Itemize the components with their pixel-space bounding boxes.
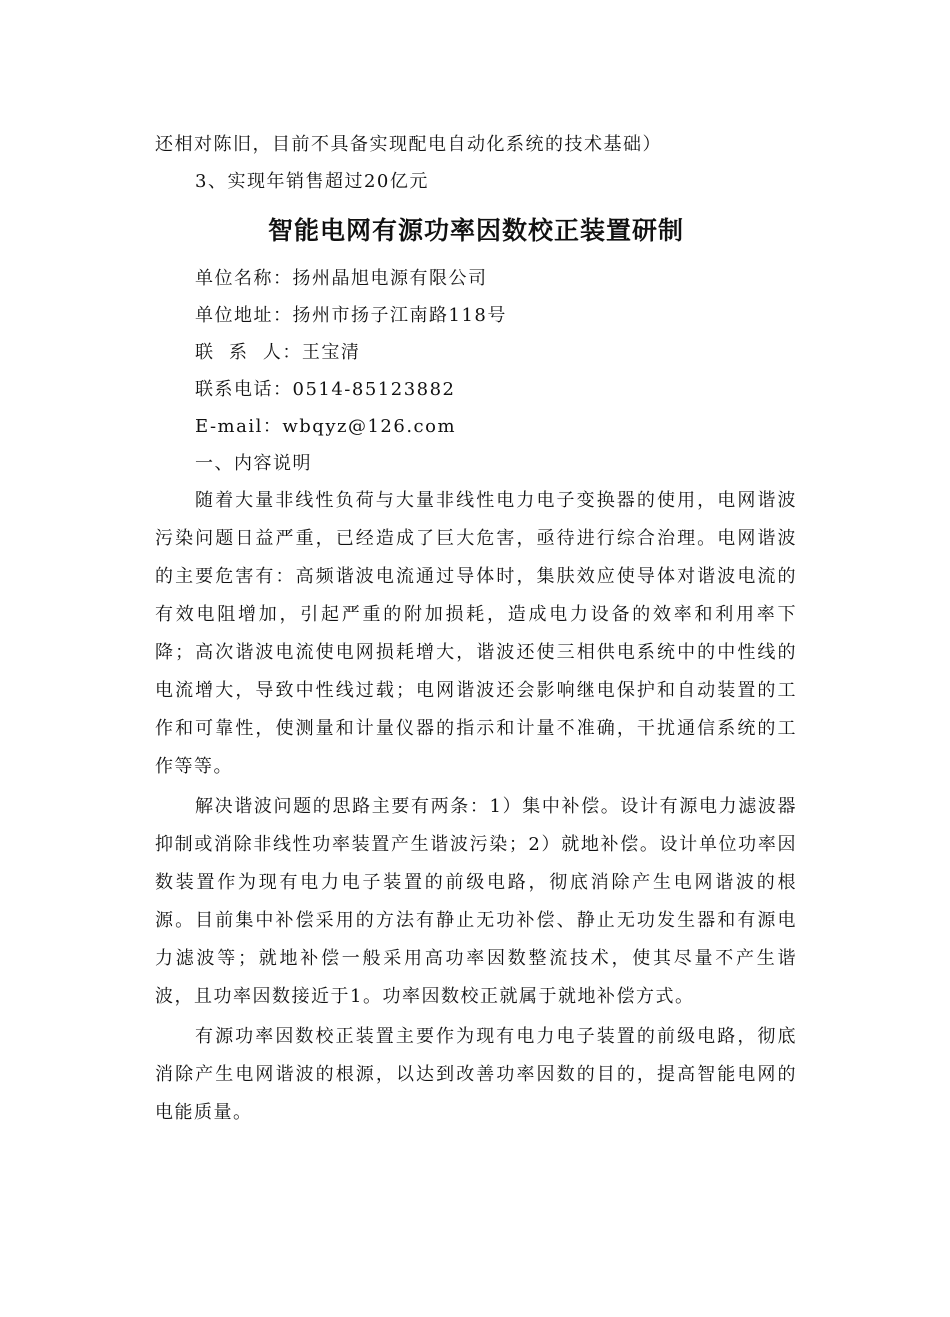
paragraph-harmonic-hazards: 随着大量非线性负荷与大量非线性电力电子变换器的使用，电网谐波污染问题日益严重，已经造成了巨大危害，亟待进行综合治理。电网谐波的主要危害有：高频谐波电流通过导体时，集肤效应使导体对谐波电流的有效电阻增加，引起严重的附加损耗，造成电力设备的效率和利用率下降；高次谐波电流使电网损耗增大，谐波还使三相供电系统中的中性线的电流增大，导致中性线过载；电网谐波还会影响继电保护和自动装置的工作和可靠性，使测量和计量仪器的指示和计量不准确，干扰通信系统的工作等等。 [155, 490, 797, 777]
contact-person-line: 联 系 人：王宝清 [195, 342, 361, 363]
paragraph-apfc-purpose: 有源功率因数校正装置主要作为现有电力电子装置的前级电路，彻底消除产生电网谐波的根源，以达到改善功率因数的目的，提高智能电网的电能质量。 [155, 1026, 797, 1123]
contact-info-block [155, 260, 797, 445]
unit-name-line: 单位名称：扬州晶旭电源有限公司 [195, 268, 488, 289]
section-heading: 一、内容说明 [195, 453, 312, 474]
unit-address-line: 单位地址：扬州市扬子江南路118号 [195, 305, 507, 326]
document-body [155, 126, 797, 1132]
document-title: 智能电网有源功率因数校正装置研制 [267, 216, 684, 245]
phone-line: 联系电话：0514-85123882 [195, 379, 456, 400]
continuation-line: 还相对陈旧，目前不具备实现配电自动化系统的技术基础） [155, 134, 662, 155]
paragraph-solutions: 解决谐波问题的思路主要有两条：1）集中补偿。设计有源电力滤波器抑制或消除非线性功率装置产生谐波污染；2）就地补偿。设计单位功率因数装置作为现有电力电子装置的前级电路，彻底消除产生电网谐波的根源。目前集中补偿采用的方法有静止无功补偿、静止无功发生器和有源电力滤波等；就地补偿一般采用高功率因数整流技术，使其尽量不产生谐波，且功率因数接近于1。功率因数校正就属于就地补偿方式。 [155, 796, 797, 1007]
email-line: E-mail：wbqyz@126.com [195, 416, 457, 437]
list-item-3: 3、实现年销售超过20亿元 [195, 171, 429, 192]
